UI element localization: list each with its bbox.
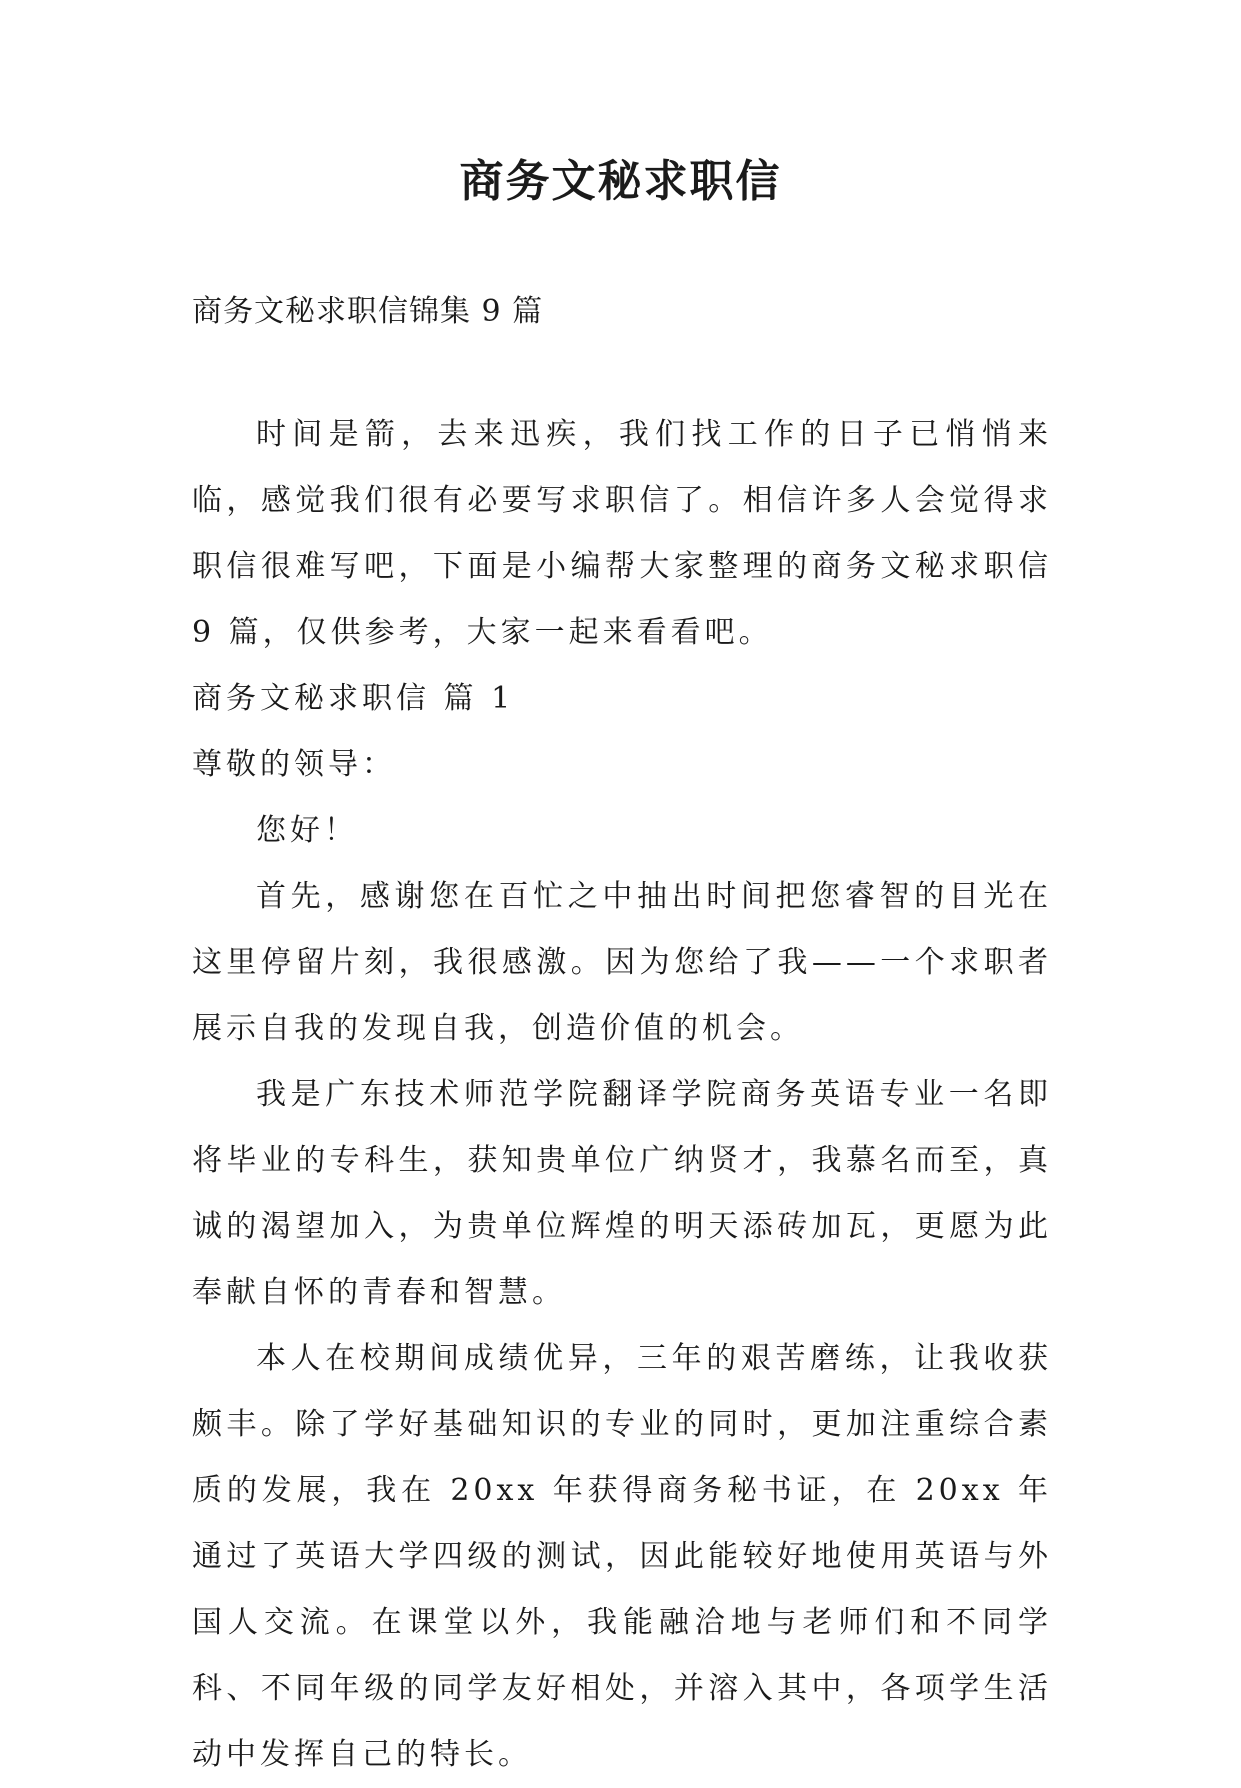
greeting: 您好！ bbox=[256, 813, 358, 848]
body-paragraph: 我是广东技术师范学院翻译学院商务英语专业一名即将毕业的专科生，获知贵单位广纳贤才，我慕名而至，真诚的渴望加入，为贵单位辉煌的明天添砖加瓦，更愿为此奉献自怀的青春和智慧。 bbox=[192, 1077, 1052, 1310]
document-subtitle: 商务文秘求职信锦集 9 篇 bbox=[192, 294, 544, 329]
intro-paragraph: 时间是箭，去来迅疾，我们找工作的日子已悄悄来临，感觉我们很有必要写求职信了。相信许多人会觉得求职信很难写吧，下面是小编帮大家整理的商务文秘求职信 9 篇，仅供参考，大家一起来看看吧。 bbox=[192, 417, 1052, 650]
salutation: 尊敬的领导： bbox=[192, 747, 396, 782]
body-paragraph: 首先，感谢您在百忙之中抽出时间把您睿智的目光在这里停留片刻，我很感激。因为您给了我——一个求职者展示自我的发现自我，创造价值的机会。 bbox=[192, 879, 1052, 1046]
document-body bbox=[192, 402, 1052, 1788]
document-title: 商务文秘求职信 bbox=[459, 156, 782, 207]
body-paragraph: 本人在校期间成绩优异，三年的艰苦磨练，让我收获颇丰。除了学好基础知识的专业的同时，更加注重综合素质的发展，我在 20xx 年获得商务秘书证，在 20xx 年通过了英语大学四级的测试，因此能较好地使用英语与外国人交流。在课堂以外，我能融洽地与老师们和不同学科、不同年级的同学友好相处，并溶入其中，各项学生活动中发挥自己的特长。 bbox=[192, 1341, 1052, 1772]
section-heading: 商务文秘求职信 篇 1 bbox=[192, 681, 515, 716]
